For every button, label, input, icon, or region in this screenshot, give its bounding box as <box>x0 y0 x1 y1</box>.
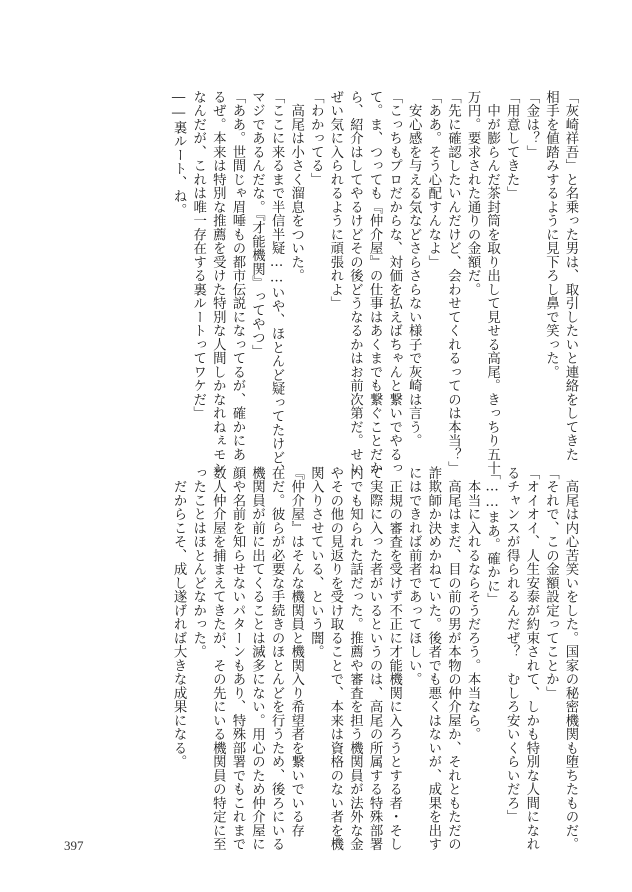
upper-text-block <box>171 90 580 479</box>
text-line: 「それで、この金額設定ってことか」 <box>543 466 559 700</box>
text-line: 相手を値踏みするように見下ろし鼻で笑った。 <box>543 90 559 379</box>
text-line: るチャンスが得られるんだぜ？ むしろ安いくらいだろ」 <box>504 466 520 824</box>
text-line: 「灰崎祥吾」と名乗った男は、取引したいと連絡をしてきた <box>563 90 578 462</box>
text-line: マジであるんだな。『才能機関』ってやつ」 <box>249 90 265 359</box>
text-line: 『仲介屋』はそんな機関員と機関入り希望者を繋いでいる存 <box>288 466 304 838</box>
text-line: 「ここに来るまで半信半疑……いや、ほとんど疑ってたけど、 <box>269 90 285 479</box>
text-line: 「ああ。そう心配すんなよ」 <box>425 90 441 269</box>
text-line: 本当に入れるならそうだろう。本当なら。 <box>465 466 481 741</box>
text-line: 高尾は小さく溜息をついた。 <box>288 90 304 283</box>
text-line: 在だ。彼らが必要な手続きのほとんどを行うため、後ろにいる <box>269 466 285 851</box>
text-line: 正規の審査を受けず不正に才能機関に入ろうとする者・そし <box>386 466 402 851</box>
text-line: 関入りさせている、という闇。 <box>308 466 324 659</box>
text-line: て実際に入った者がいるというのは、高尾の所属する特殊部署 <box>367 466 383 851</box>
text-line: ったことはほとんどなかった。 <box>190 466 206 659</box>
text-line: 詐欺師か決めかねていた。後者でも悪くはないが、成果を出す <box>425 466 441 851</box>
text-line: だからこそ、成し遂げれば大きな成果になる。 <box>171 466 187 769</box>
text-line: 中が膨らんだ茶封筒を取り出して見せる高尾。きっちり五十 <box>484 90 500 475</box>
text-line: 顔や名前を知らせないパターンもあり、特殊部署でもこれまで <box>229 466 245 851</box>
text-line: 「用意してきた」 <box>504 90 520 200</box>
text-line: 「ああ。世間じゃ眉唾もの都市伝説になってるが、確かにあ <box>229 90 245 462</box>
text-line: ら、紹介はしてやるけどその後どうなるかはお前次第だ。せい <box>347 90 363 475</box>
text-line: 「先に確認したいんだけど、会わせてくれるってのは本当？」 <box>445 90 461 475</box>
text-line: ぜい気に入られるように頑張れよ」 <box>327 90 343 310</box>
text-line: 「オイオイ、人生安泰が約束されて、しかも特別な人間になれ <box>523 466 539 851</box>
text-line: 「こっちもプロだからな、対価を払えばちゃんと繋いでやるっ <box>386 90 402 475</box>
text-line: 数人仲介屋を捕まえてきたが、その先にいる機関員の特定に至 <box>210 466 226 851</box>
text-line: なんだが、これは唯一存在する裏ルートってワケだ」 <box>190 90 206 420</box>
text-line: ――裏ルート、ね。 <box>171 90 187 217</box>
text-line: るぜ。本来は特別な推薦を受けた特別な人間しかなれねぇモン <box>210 90 226 475</box>
lower-text-block <box>171 466 580 851</box>
page-number: 397 <box>64 838 84 853</box>
text-line: 「……まあ。確かに」 <box>484 466 500 607</box>
text-line: 安心感を与える気などさらさらない様子で灰崎は言う。 <box>406 90 422 448</box>
text-line: て。ま、つっても『仲介屋』の仕事はあくまでも繋ぐことだか <box>367 90 383 475</box>
text-line: 高尾は内心苦笑いをした。国家の秘密機関も堕ちたものだ。 <box>563 466 578 851</box>
text-line: 「わかってる」 <box>308 90 324 187</box>
text-line: 高尾はまだ、目の前の男が本物の仲介屋か、それともただの <box>445 466 461 851</box>
text-line: 「金は？」 <box>523 90 539 159</box>
text-line: 内でも知られた話だった。推薦や審査を担う機関員が法外な金 <box>347 466 363 851</box>
text-line: 万円。要求された通りの金額だ。 <box>465 90 481 297</box>
text-line: 機関員が前に出てくることは滅多にない。用心のため仲介屋に <box>249 466 265 851</box>
text-line: やその他の見返りを受け取ることで、本来は資格のない者を機 <box>327 466 343 851</box>
text-line: にはできれば前者であってほしい。 <box>406 466 422 686</box>
